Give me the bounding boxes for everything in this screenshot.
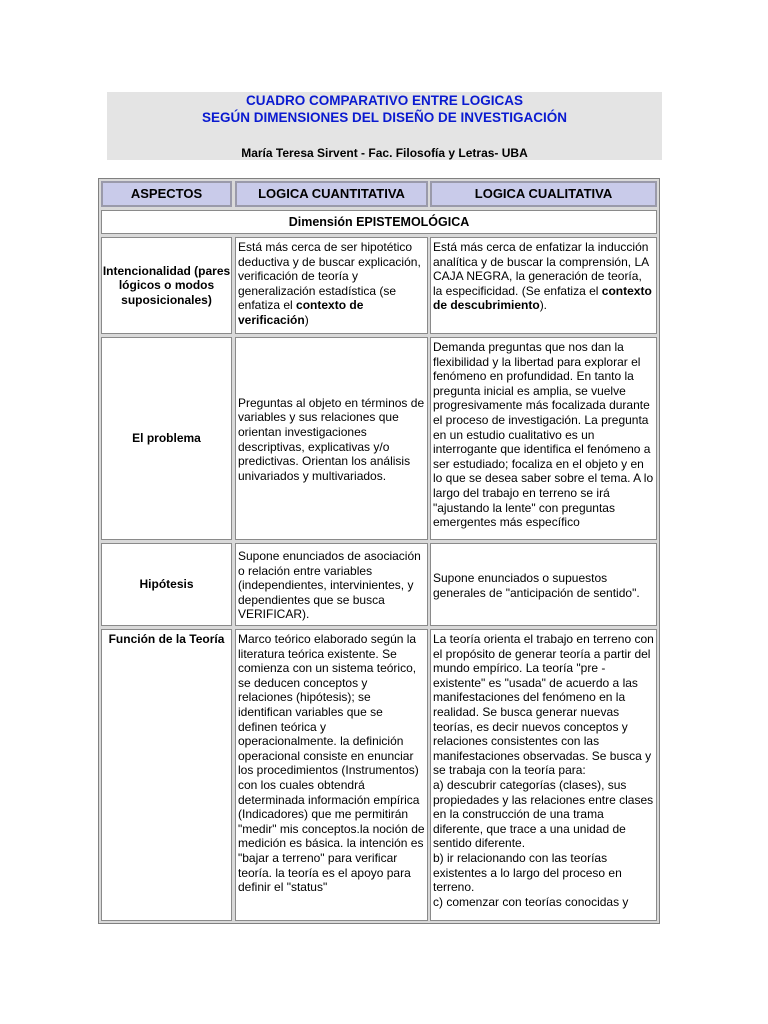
- cuantitativa-funcion-teoria: [235, 629, 428, 921]
- aspect-intencionalidad: Intencionalidad (pares lógicos o modos suposicionales): [101, 237, 232, 334]
- cuantitativa-el-problema: [235, 337, 428, 540]
- cuantitativa-hipotesis: [235, 543, 428, 626]
- cualitativa-funcion-teoria: [430, 629, 657, 921]
- cualitativa-intencionalidad: [430, 237, 657, 334]
- cual-teoria-item-c: c) comenzar con teorías conocidas y: [433, 894, 629, 909]
- cual-teoria-paragraph: La teoría orienta el trabajo en terreno con el propósito de generar teoría a partir del mundo empírico. La teoría "pre - existente" es "usada" de acuerdo a las manifestaciones del fenómeno en la realidad. Se busca generar nuevas teorías, es decir nuevos conceptos y relaciones consistentes con las manifestaciones observadas. Se busca y se trabaja con la teoría para:: [433, 632, 654, 778]
- cuant-intencionalidad-end: ): [304, 312, 309, 327]
- cual-hipotesis-text: Supone enunciados o supuestos generales de "anticipación de sentido".: [433, 570, 640, 600]
- column-header-cuantitativa: LOGICA CUANTITATIVA: [235, 181, 428, 207]
- column-header-cualitativa: LOGICA CUALITATIVA: [430, 181, 657, 207]
- cual-problema-text: Demanda preguntas que nos dan la flexibilidad y la libertad para explorar el fenómeno en profundidad. En tanto la pregunta inicial es amplia, se vuelve progresivamente más focalizada durante el proceso de investigación. La pregunta en un estudio cualitativo es un interrogante que identifica el fenómeno a ser estudiado; focaliza en el objeto y en lo que se desea saber sobre el tema. A lo largo del trabajo en terreno se irá "ajustando la lente" con preguntas emergentes más específico: [433, 340, 654, 530]
- cuant-intencionalidad-text: Está más cerca de ser hipotético deductiva y de buscar explicación, verificación de teoría y generalización estadística (se enfatiza el: [238, 240, 421, 313]
- cuant-intencionalidad-bold: contexto de verificación: [238, 298, 364, 327]
- cuant-problema-text: Preguntas al objeto en términos de variables y sus relaciones que orientan investigaciones descriptivas, explicativas y/o predictivas. Orientan los análisis univariados y multivariados.: [238, 395, 425, 483]
- cuantitativa-intencionalidad: [235, 237, 428, 334]
- document-header: [107, 92, 662, 160]
- cuant-hipotesis-text: Supone enunciados de asociación o relación entre variables (independientes, intervinientes, y dependientes que se busca VERIFICAR).: [238, 549, 421, 622]
- cual-teoria-item-b: b) ir relacionando con las teorías existentes a lo largo del proceso en terreno.: [433, 850, 622, 895]
- comparison-table: [98, 178, 660, 924]
- cual-intencionalidad-end: ).: [539, 298, 548, 313]
- dimension-label: Dimensión EPISTEMOLÓGICA: [101, 210, 657, 234]
- aspect-hipotesis: Hipótesis: [101, 543, 232, 626]
- aspect-funcion-teoria: Función de la Teoría: [101, 629, 232, 921]
- title-line-1: CUADRO COMPARATIVO ENTRE LOGICAS: [245, 93, 523, 108]
- cual-intencionalidad-text: Está más cerca de enfatizar la inducción analítica y de buscar la comprensión, LA CAJA NEGRA, la generación de teoría, la especificidad. (Se enfatiza el: [433, 240, 649, 298]
- cual-teoria-item-a: a) descubrir categorías (clases), sus propiedades y las relaciones entre clases en la construcción de una trama diferente, que trace a una unidad de sentido diferente.: [433, 777, 654, 851]
- column-header-aspectos: ASPECTOS: [101, 181, 232, 207]
- cual-intencionalidad-bold: contexto de descubrimiento: [433, 283, 652, 313]
- aspect-el-problema: El problema: [101, 337, 232, 540]
- cualitativa-el-problema: [430, 337, 657, 540]
- author-line: María Teresa Sirvent - Fac. Filosofía y Letras- UBA: [241, 146, 528, 160]
- title-line-2: SEGÚN DIMENSIONES DEL DISEÑO DE INVESTIGACIÓN: [201, 110, 568, 125]
- cuant-teoria-text: Marco teórico elaborado según la literatura teórica existente. Se comienza con un sistema teórico, se deducen conceptos y relaciones (hipótesis); se identifican variables que se definen teórica y operacionalmente. la definición operacional consiste en enunciar los procedimientos (Instrumentos) con los cuales obtendrá determinada información empírica (Indicadores) que me permitirán "medir" mis conceptos.la noción de medición es básica. la intención es "bajar a terreno" para verificar teoría. la teoría es el apoyo para definir el "status": [238, 632, 425, 895]
- cualitativa-hipotesis: [430, 543, 657, 626]
